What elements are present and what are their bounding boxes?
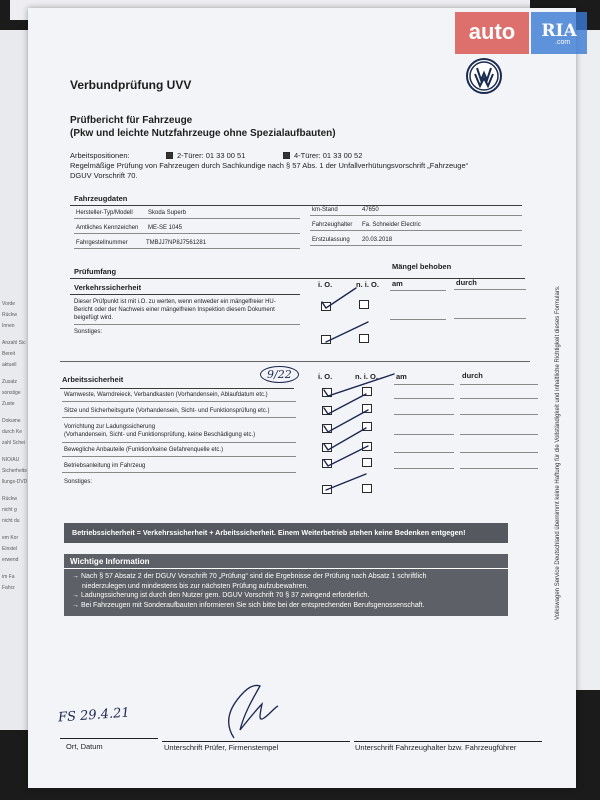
work-item-other: Sonstiges: [64, 479, 93, 485]
underlay-fragment: Sicherheits [2, 468, 27, 474]
work-am-entry-2 [394, 414, 454, 415]
underlay-fragment: Bereit [2, 351, 16, 357]
work-item-rule-4 [62, 456, 296, 457]
underlay-fragment: Fahrz [2, 585, 15, 591]
banner-text: Betriebssicherheit = Verkehrssicherheit + Arbeitssicherheit. Einem Weiterbetrieb stehen keine Bedenken entgegen! [72, 528, 466, 537]
vin-value: TMBJJ7NP8J7561281 [146, 240, 207, 246]
plate-label: Amtliches Kennzeichen [76, 225, 139, 231]
work-nio-heading: n. i. O. [355, 372, 378, 381]
vehicle-row-rule-1 [74, 218, 300, 219]
traffic-am-heading: am [392, 279, 403, 288]
checkbox-4door[interactable] [283, 152, 290, 159]
underlay-text-left [2, 300, 28, 595]
traffic-rule [70, 294, 300, 295]
positions-description [70, 161, 550, 181]
owner-signature-label: Unterschrift Fahrzeughalter bzw. Fahrzeugführer [355, 743, 517, 752]
bullet-arrow-icon: → [72, 592, 81, 599]
traffic-durch-line [454, 289, 526, 290]
work-item-rule-2 [62, 417, 296, 418]
autoria-ria: RIA [531, 12, 587, 54]
option-2door: 2-Türer: 01 33 00 51 [177, 151, 246, 160]
traffic-note-rule [74, 324, 300, 325]
underlay-fragment: im Fa [2, 574, 15, 580]
work-item-parts: Bewegliche Anbauteile (Funktion/keine Gefahrenquelle etc.) [64, 447, 224, 453]
owner-label: Fahrzeughalter [312, 222, 353, 228]
work-durch-entry-5 [460, 468, 538, 469]
work-item-cargo-line-2: (Vorhandensein, Sicht- und Funktionsprüfung, keine Beschädigung etc.) [64, 432, 256, 438]
underlay-fragment: Innen [2, 323, 15, 329]
vehicle-row-rule-3 [74, 248, 300, 249]
traffic-note-line-2: Bericht oder der Nachweis einer mängelfreien Inspektion diesem Dokument [74, 307, 275, 313]
traffic-io-heading: i. O. [318, 280, 333, 289]
inspector-signature [214, 680, 284, 742]
info-title: Wichtige Information [70, 557, 150, 566]
bullet-arrow-icon: → [72, 573, 81, 580]
work-item-vest: Warnweste, Warndreieck, Verbandkasten (Vorhandensein, Ablaufdatum etc.) [64, 392, 268, 398]
traffic-note-line-1: Dieser Prüfpunkt ist mit i.O. zu werten, wenn entweder ein mängelfreier HU- [74, 299, 276, 305]
info-title-rule [64, 568, 508, 569]
place-date-line [60, 738, 158, 739]
bullet-arrow-icon: → [72, 601, 81, 609]
underlay-fragment: nicht g [2, 507, 17, 513]
scope-title: Prüfumfang [74, 267, 117, 276]
vehicle-section-rule [70, 205, 522, 206]
vehicle-row-rule-2r [310, 230, 522, 231]
work-am-entry-4 [394, 452, 454, 453]
info-bullet-2-text: Ladungssicherung ist durch den Nutzer gem. DGUV Vorschrift 70 § 37 zwingend erforderlich. [80, 592, 370, 599]
vin-label: Fahrgestellnummer [76, 240, 128, 246]
description-line-2: DGUV Vorschrift 70. [70, 171, 138, 180]
defects-fixed-heading: Mängel behoben [392, 262, 452, 271]
important-info-box [64, 554, 508, 616]
handwritten-note: 9/22 [260, 366, 299, 383]
work-am-entry-5 [394, 468, 454, 469]
underlay-fragment: sonstige [2, 390, 21, 396]
inspector-signature-line [162, 741, 350, 742]
traffic-am-line [390, 290, 446, 291]
underlay-fragment: llungs-DVD [2, 479, 28, 485]
traffic-durch-heading: durch [456, 278, 477, 287]
work-am-line [394, 384, 454, 385]
first-registration-value: 20.03.2018 [362, 237, 393, 243]
vehicle-row-rule-2 [74, 233, 300, 234]
info-bullet-1 [72, 572, 426, 582]
info-bullet-3-text: Bei Fahrzeugen mit Sonderaufbauten informieren Sie sich bitte bei der entsprechenden Berufsgenossenschaft. [80, 601, 425, 609]
work-durch-entry-1 [460, 398, 538, 399]
inspector-signature-label: Unterschrift Prüfer, Firmenstempel [164, 743, 279, 752]
info-bullet-2 [72, 591, 426, 601]
first-registration-label: Erstzulassung [312, 237, 350, 243]
handwritten-checkmarks [308, 278, 398, 508]
underlay-fragment: Einstel [2, 546, 18, 552]
underlay-fragment: Zusatz [2, 379, 18, 385]
work-item-rule-3 [62, 442, 296, 443]
underlay-fragment: durch Ke [2, 429, 23, 435]
info-bullet-1a: Nach § 57 Absatz 2 der DGUV Vorschrift 70 „Prüfung“ sind die Ergebnisse der Prüfung nach Absatz 1 schriftlich [80, 573, 427, 580]
work-durch-heading: durch [462, 371, 483, 380]
work-am-entry-3 [394, 434, 454, 435]
vehicle-row-rule-1r [310, 215, 522, 216]
operational-safety-banner [64, 523, 508, 543]
traffic-note [74, 298, 304, 322]
work-item-manual: Betriebsanleitung im Fahrzeug [64, 463, 146, 469]
work-durch-entry-2 [460, 414, 538, 415]
subtitle-line-1: Prüfbericht für Fahrzeuge [70, 115, 193, 126]
underlay-fragment: nicht du [2, 518, 20, 524]
underlay-fragment: Zuste [2, 401, 15, 407]
plate-value: ME-SE 1045 [148, 225, 183, 231]
underlay-fragment: aktuell [2, 362, 17, 368]
place-date-label: Ort, Datum [66, 742, 103, 751]
option-4door: 4-Türer: 01 33 00 52 [294, 151, 363, 160]
mileage-value: 47650 [362, 207, 379, 213]
checkbox-2door[interactable] [166, 152, 173, 159]
form-title: Verbundprüfung UVV [70, 78, 192, 92]
traffic-am-entry [390, 319, 446, 320]
work-durch-line [460, 384, 538, 385]
underlay-fragment: Rückw [2, 312, 18, 318]
work-item-seats: Sitze und Sicherheitsgurte (Vorhandensein, Sicht- und Funktionsprüfung etc.) [64, 408, 270, 414]
work-item-rule-1 [62, 401, 296, 402]
mileage-label: km-Stand [312, 207, 338, 213]
underlay-fragment: Rückw [2, 496, 18, 502]
vehicle-section-title: Fahrzeugdaten [74, 194, 128, 203]
info-bullets [72, 572, 426, 610]
form-subtitle [70, 114, 336, 140]
work-item-cargo-line-1: Vorrichtung zur Ladungssicherung [64, 424, 156, 430]
underlay-fragment: Dokume [2, 418, 21, 424]
vehicle-row-rule-3r [310, 245, 522, 246]
traffic-other-label: Sonstiges: [74, 329, 103, 335]
autoria-watermark [455, 12, 587, 54]
work-section-rule-top [60, 361, 530, 362]
owner-signature-line [354, 741, 542, 742]
info-bullet-1-cont: niederzulegen und mindestens bis zur nächsten Prüfung aufzubewahren. [82, 582, 309, 590]
underlay-fragment: NIO/AU [2, 457, 20, 463]
owner-value: Fa. Schneider Electric [362, 222, 421, 228]
work-positions-label: Arbeitspositionen: [70, 151, 130, 160]
underlay-fragment: erwend [2, 557, 19, 563]
work-durch-entry-4 [460, 452, 538, 453]
underlay-fragment: Anzahl Sic [2, 340, 26, 346]
work-item-rule-5 [62, 472, 296, 473]
traffic-note-line-3: beigefügt wird. [74, 315, 114, 321]
work-safety-title: Arbeitssicherheit [62, 375, 124, 384]
work-io-heading: i. O. [318, 372, 333, 381]
traffic-durch-entry [454, 318, 526, 319]
traffic-nio-heading: n. i. O. [356, 280, 379, 289]
underlay-fragment: em Kor [2, 535, 19, 541]
liability-disclaimer: Volkswagen Service Deutschland übernimmt keine Haftung für die Vollständigkeit und inhaltliche Richtigkeit dieses Formulars. [555, 285, 561, 620]
vehicle-model-value: Skoda Superb [148, 210, 187, 216]
subtitle-line-2: (Pkw und leichte Nutzfahrzeuge ohne Spezialaufbauten) [70, 128, 336, 139]
work-am-heading: am [396, 372, 407, 381]
underlay-fragment: Vorde [2, 301, 16, 307]
autoria-domain: .com [555, 39, 571, 46]
traffic-safety-title: Verkehrssicherheit [74, 283, 142, 292]
info-bullet-3 [72, 601, 426, 611]
underlay-fragment: zahl Schei [2, 440, 26, 446]
inspection-form [28, 8, 576, 788]
work-durch-entry-3 [460, 434, 538, 435]
work-am-entry-1 [394, 398, 454, 399]
vw-logo [466, 58, 502, 94]
autoria-brand: auto [455, 12, 529, 54]
vehicle-model-label: Hersteller-Typ/Modell [76, 210, 133, 216]
work-rule [60, 388, 294, 389]
description-line-1: Regelmäßige Prüfung von Fahrzeugen durch Sachkundige nach § 57 Abs. 1 der Unfallverhütungsvorschrift „Fahrzeuge“ [70, 161, 469, 170]
handwritten-place-date: FS 29.4.21 [57, 705, 131, 726]
work-item-cargo [64, 423, 255, 439]
